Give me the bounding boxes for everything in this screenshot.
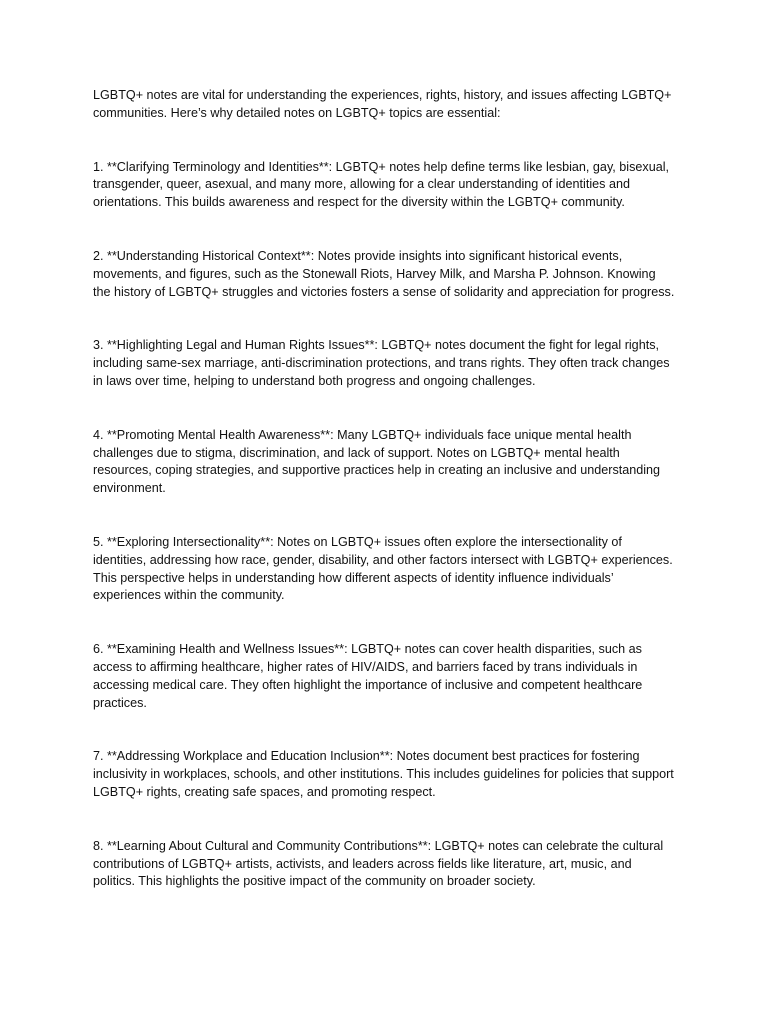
- list-item: 1. **Clarifying Terminology and Identities**: LGBTQ+ notes help define terms like lesbian, gay, bisexual, transgender, queer, asexual, and many more, allowing for a clear understanding of identities and orientations. This builds awareness and respect for the diversity within the LGBTQ+ community.: [93, 159, 670, 210]
- list-item: 8. **Learning About Cultural and Community Contributions**: LGBTQ+ notes can celebrate the cultural contributions of LGBTQ+ artists, activists, and leaders across fields like literature, art, music, and politics. This highlights the positive impact of the community on broader society.: [93, 838, 664, 889]
- list-item: 4. **Promoting Mental Health Awareness**: Many LGBTQ+ individuals face unique mental health challenges due to stigma, discrimination, and lack of support. Notes on LGBTQ+ mental health resources, coping strategies, and supportive practices help in creating an inclusive and understanding environment.: [93, 427, 661, 496]
- list-item: 3. **Highlighting Legal and Human Rights Issues**: LGBTQ+ notes document the fight for legal rights, including same-sex marriage, anti-discrimination protections, and trans rights. They often track changes in laws over time, helping to understand both progress and ongoing challenges.: [93, 338, 670, 388]
- list-item: 6. **Examining Health and Wellness Issues**: LGBTQ+ notes can cover health disparities, such as access to affirming healthcare, higher rates of HIV/AIDS, and barriers faced by trans individuals in accessing medical care. They often highlight the importance of inclusive and competent healthcare practices.: [93, 642, 643, 710]
- intro-paragraph: LGBTQ+ notes are vital for understanding the experiences, rights, history, and issues affecting LGBTQ+ communities. Here’s why detailed notes on LGBTQ+ topics are essential:: [93, 88, 672, 120]
- document-body: [93, 87, 675, 891]
- list-item: 7. **Addressing Workplace and Education Inclusion**: Notes document best practices for fostering inclusivity in workplaces, schools, and other institutions. This includes guidelines for policies that support LGBTQ+ rights, creating safe spaces, and promoting respect.: [93, 749, 674, 799]
- list-item: 2. **Understanding Historical Context**: Notes provide insights into significant historical events, movements, and figures, such as the Stonewall Riots, Harvey Milk, and Marsha P. Johnson. Knowing the history of LGBTQ+ struggles and victories fosters a sense of solidarity and appreciation for progress.: [93, 248, 675, 299]
- list-item: 5. **Exploring Intersectionality**: Notes on LGBTQ+ issues often explore the intersectionality of identities, addressing how race, gender, disability, and other factors intersect with LGBTQ+ experiences. This perspective helps in understanding how different aspects of identity influence individuals’ experiences within the community.: [93, 534, 673, 603]
